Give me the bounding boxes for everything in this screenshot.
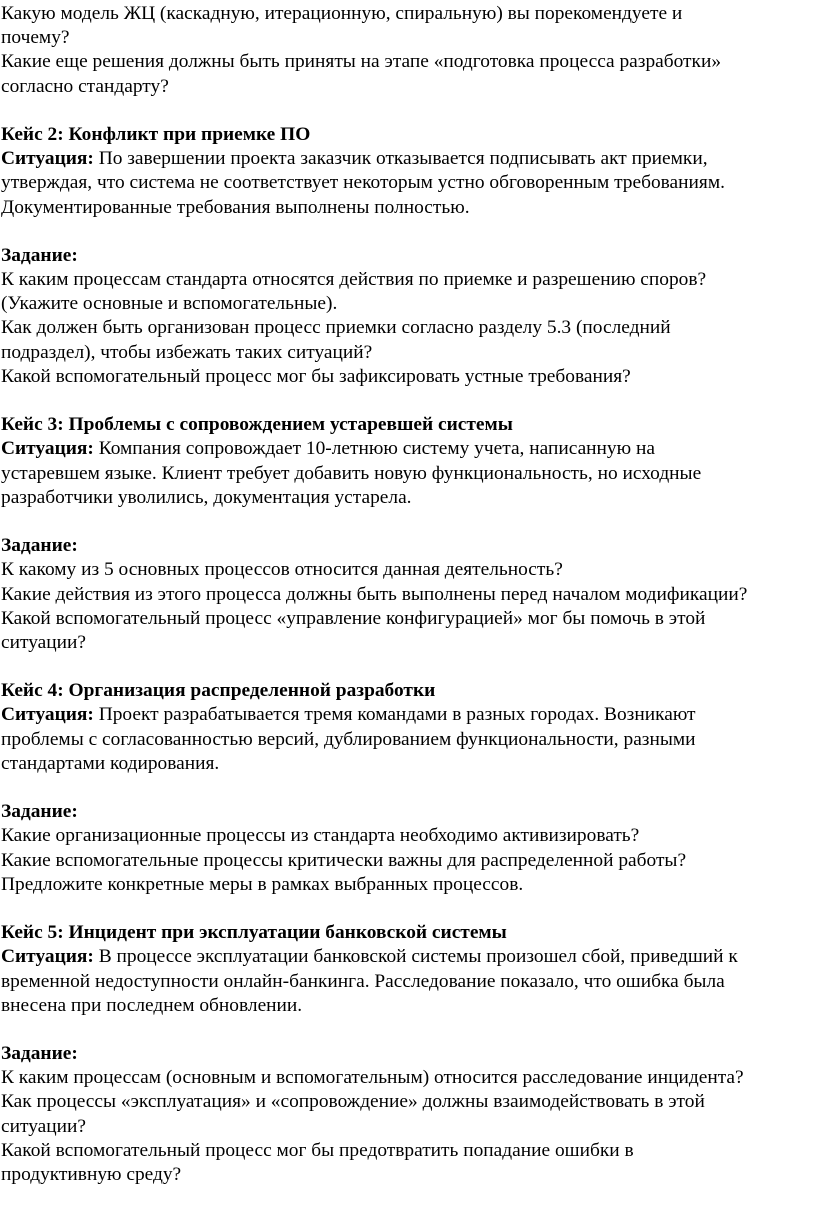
intro-line: почему?: [1, 27, 70, 49]
situation-line: внесена при последнем обновлении.: [1, 994, 303, 1016]
spacer: [1, 99, 816, 123]
situation-line: устаревшем языке. Клиент требует добавить новую функциональность, но исходные: [1, 462, 702, 484]
task-line: Какие действия из этого процесса должны быть выполнены перед началом модификации?: [1, 583, 748, 605]
situation-line: временной недоступности онлайн-банкинга. Расследование показало, что ошибка была: [1, 970, 725, 992]
case-title: Кейс 2: Конфликт при приемке ПО: [1, 123, 311, 145]
situation-text: Компания сопровождает 10-летнюю систему учета, написанную на: [93, 438, 655, 460]
situation-line: [1, 703, 816, 727]
task-line: К каким процессам стандарта относятся действия по приемке и разрешению споров?: [1, 269, 707, 291]
situation-line: проблемы с согласованностью версий, дублированием функциональности, разными: [1, 728, 696, 750]
task-line: (Укажите основные и вспомогательные).: [1, 293, 338, 315]
task-line: Какие организационные процессы из стандарта необходимо активизировать?: [1, 825, 640, 847]
situation-line: Документированные требования выполнены полностью.: [1, 196, 470, 218]
task-line: Предложите конкретные меры в рамках выбранных процессов.: [1, 873, 524, 895]
situation-label: Ситуация:: [1, 438, 94, 460]
spacer: [1, 220, 816, 244]
situation-label: Ситуация:: [1, 704, 94, 726]
case-title: Кейс 3: Проблемы с сопровождением устаревшей системы: [1, 414, 513, 436]
task-line: Какие вспомогательные процессы критически важны для распределенной работы?: [1, 849, 687, 871]
spacer: [1, 1018, 816, 1042]
spacer: [1, 510, 816, 534]
case-3: [1, 413, 816, 655]
task-line: ситуации?: [1, 631, 86, 653]
case-5: [1, 921, 816, 1187]
task-line: ситуации?: [1, 1115, 86, 1137]
task-label: Задание:: [1, 244, 78, 266]
task-label: Задание:: [1, 1043, 78, 1065]
task-line: подраздел), чтобы избежать таких ситуаций?: [1, 341, 373, 363]
task-line: Какой вспомогательный процесс «управление конфигурацией» мог бы помочь в этой: [1, 607, 706, 629]
situation-text: В процессе эксплуатации банковской системы произошел сбой, приведший к: [93, 946, 738, 968]
spacer: [1, 389, 816, 413]
spacer: [1, 897, 816, 921]
situation-label: Ситуация:: [1, 148, 94, 170]
spacer: [1, 776, 816, 800]
situation-line: стандартами кодирования.: [1, 752, 220, 774]
task-line: продуктивную среду?: [1, 1164, 182, 1185]
situation-line: [1, 437, 816, 461]
case-4: [1, 679, 816, 897]
intro-line: согласно стандарту?: [1, 75, 169, 97]
task-line: К какому из 5 основных процессов относится данная деятельность?: [1, 559, 563, 581]
intro-line: Какие еще решения должны быть приняты на этапе «подготовка процесса разработки»: [1, 51, 722, 73]
task-label: Задание:: [1, 535, 78, 557]
task-label: Задание:: [1, 801, 78, 823]
task-line: Как процессы «эксплуатация» и «сопровождение» должны взаимодействовать в этой: [1, 1091, 705, 1113]
task-line: Какой вспомогательный процесс мог бы зафиксировать устные требования?: [1, 365, 631, 387]
situation-label: Ситуация:: [1, 946, 94, 968]
situation-line: разработчики уволились, документация устарела.: [1, 486, 412, 508]
situation-text: По завершении проекта заказчик отказывается подписывать акт приемки,: [93, 148, 708, 170]
case-2: [1, 123, 816, 389]
task-line: Какой вспомогательный процесс мог бы предотвратить попадание ошибки в: [1, 1139, 634, 1161]
task-line: К каким процессам (основным и вспомогательным) относится расследование инцидента?: [1, 1067, 744, 1089]
case-title: Кейс 5: Инцидент при эксплуатации банковской системы: [1, 922, 507, 944]
intro-line: Какую модель ЖЦ (каскадную, итерационную, спиральную) вы порекомендуете и: [1, 3, 683, 24]
task-line: Как должен быть организован процесс приемки согласно разделу 5.3 (последний: [1, 317, 671, 339]
situation-line: утверждая, что система не соответствует некоторым устно обговоренным требованиям.: [1, 172, 725, 194]
situation-text: Проект разрабатывается тремя командами в разных городах. Возникают: [93, 704, 696, 726]
spacer: [1, 655, 816, 679]
situation-line: [1, 147, 816, 171]
situation-line: [1, 945, 816, 969]
case-title: Кейс 4: Организация распределенной разработки: [1, 680, 436, 702]
